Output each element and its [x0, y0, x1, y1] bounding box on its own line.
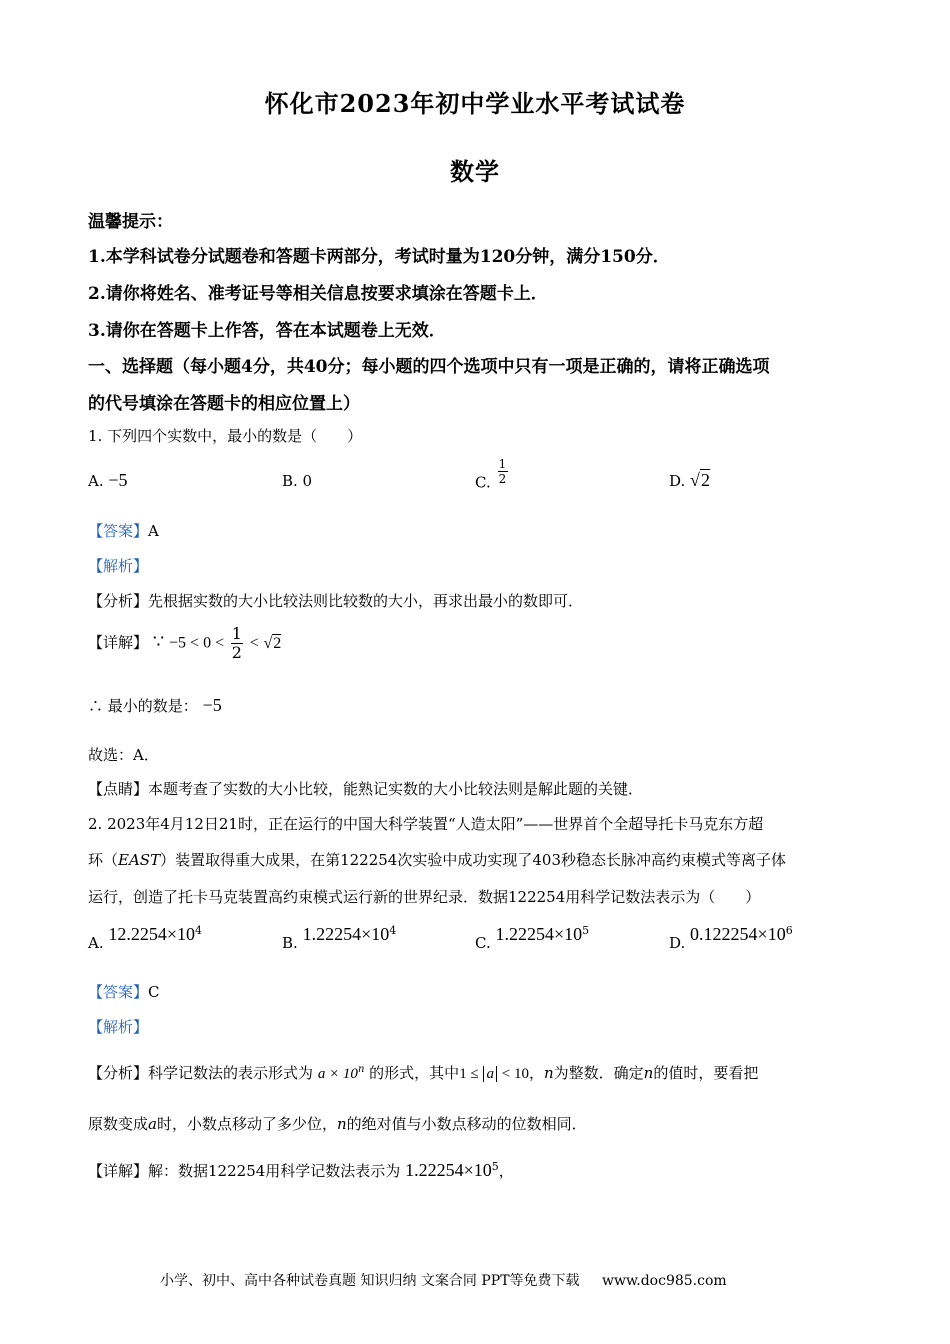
fenxi-text: 原数变成: [88, 1115, 149, 1133]
form-exp: n: [357, 1064, 365, 1075]
subject-title: 数学: [450, 157, 500, 186]
q1-option-c: [475, 458, 510, 492]
notice-item-3: 3.请你在答题卡上作答，答在本试题卷上无效．: [88, 321, 446, 341]
numerator: 1: [231, 624, 242, 643]
option-exp: 6: [785, 924, 793, 937]
q2-analysis-tag: 【解析】: [88, 1018, 149, 1036]
numerator: 1: [498, 457, 507, 471]
q1-detail: [88, 626, 281, 661]
range-rhs: < 10: [501, 1066, 529, 1082]
detail-tag: 【详解】: [88, 1162, 149, 1180]
radicand: 2: [700, 470, 710, 490]
because-symbol: ∵: [152, 631, 165, 652]
q1-stem: 1. 下列四个实数中，最小的数是（ ）: [88, 427, 363, 445]
detail-base: 1.22254×10: [405, 1160, 492, 1180]
option-exp: 5: [582, 924, 590, 937]
q2-fenxi-line1: [88, 1062, 758, 1083]
answer-value: A: [148, 522, 159, 540]
q1-answer: [88, 520, 159, 541]
fenxi-tag: 【分析】: [88, 1064, 149, 1082]
detail-tag: 【详解】: [88, 633, 149, 652]
var-n: n: [336, 1115, 347, 1133]
option-exp: 4: [389, 924, 397, 937]
option-base: 0.122254×10: [690, 924, 786, 944]
option-base: 1.22254×10: [495, 924, 583, 944]
fenxi-text: ，: [528, 1064, 544, 1082]
option-label: A.: [88, 934, 104, 952]
detail-text: 解：数据122254用科学记数法表示为: [148, 1162, 401, 1180]
footer-text: 小学、初中、高中各种试卷真题 知识归纳 文案合同 PPT等免费下载: [160, 1273, 580, 1289]
detail-exp: 5: [491, 1160, 499, 1173]
detail-text: ，: [498, 1162, 514, 1180]
q2-detail: [88, 1160, 514, 1181]
q2-option-c: [475, 924, 589, 952]
stem-text: ）装置取得重大成果，在第122254次实验中成功实现了403秒稳态长脉冲高约束模式等离子体: [160, 851, 786, 869]
exam-title: 怀化市2023年初中学业水平考试试卷: [264, 89, 686, 118]
fenxi-text: 的形式，其中: [369, 1064, 460, 1082]
q1-fenxi: [88, 590, 583, 611]
radicand: 2: [273, 634, 282, 652]
q2-stem-line2: [88, 849, 786, 870]
var-n: n: [643, 1064, 654, 1082]
q1-choose: 故选：A．: [88, 746, 159, 764]
q2-stem-line1: 2. 2023年4月12日21时，正在运行的中国大科学装置“人造太阳”——世界首个全超导托卡马克东方超: [88, 815, 764, 833]
fraction: [498, 458, 508, 485]
option-label: C.: [475, 934, 491, 952]
inequality-part: −5 < 0 <: [169, 634, 225, 652]
stem-em: EAST: [118, 851, 161, 869]
q2-option-d: [669, 924, 793, 952]
option-label: A.: [88, 472, 104, 490]
range-lhs: 1 ≤: [459, 1066, 479, 1082]
section-heading-line2: 的代号填涂在答题卡的相应位置上）: [88, 394, 360, 414]
section-heading-line1: 一、选择题（每小题4分，共40分；每小题的四个选项中只有一项是正确的，请将正确选项: [88, 357, 770, 377]
q1-analysis-tag: 【解析】: [88, 557, 149, 575]
denominator: 2: [498, 472, 507, 486]
fenxi-tag: 【分析】: [88, 592, 149, 610]
option-label: B.: [282, 934, 298, 952]
q2-option-a: [88, 924, 202, 952]
therefore-text: ∴ 最小的数是：: [88, 697, 198, 715]
var-n: n: [543, 1064, 554, 1082]
option-value: −5: [108, 470, 128, 490]
fenxi-text: 的值时，要看把: [653, 1064, 759, 1082]
q2-stem-line3: 运行，创造了托卡马克装置高约束模式运行新的世界纪录．数据122254用科学记数法表示为（ ）: [88, 888, 761, 906]
option-base: 1.22254×10: [302, 924, 390, 944]
stem-text: 环（: [88, 851, 119, 869]
sqrt-expression: √2: [690, 470, 710, 490]
notice-item-2: 2.请你将姓名、准考证号等相关信息按要求填涂在答题卡上．: [88, 284, 548, 304]
option-label: C.: [475, 473, 491, 492]
q2-fenxi-line2: [88, 1113, 587, 1134]
q1-dianjing: [88, 778, 643, 799]
q2-answer: [88, 981, 160, 1002]
dianjing-text: 本题考查了实数的大小比较，能熟记实数的大小比较法则是解此题的关键．: [148, 780, 644, 798]
fenxi-text: 为整数．确定: [553, 1064, 644, 1082]
notice-item-1: 1.本学科试卷分试题卷和答题卡两部分，考试时量为120分钟，满分150分．: [88, 247, 670, 267]
footer-url[interactable]: www.doc985.com: [601, 1273, 727, 1289]
dianjing-tag: 【点睛】: [88, 780, 149, 798]
fraction: [231, 626, 243, 661]
var-a: a: [148, 1115, 157, 1133]
option-label: D.: [669, 934, 686, 952]
fenxi-text: 的绝对值与小数点移动的位数相同．: [346, 1115, 587, 1133]
range-abs: a: [483, 1066, 497, 1082]
q1-therefore: [88, 695, 222, 716]
q2-option-b: [282, 924, 396, 952]
answer-tag: 【答案】: [88, 522, 149, 540]
sqrt-expression: √2: [263, 634, 282, 652]
answer-value: C: [148, 983, 160, 1001]
form-base: a × 10: [317, 1066, 358, 1082]
q1-option-a: [88, 470, 128, 491]
fenxi-text: 时，小数点移动了多少位，: [156, 1115, 337, 1133]
footer: [160, 1270, 727, 1290]
denominator: 2: [231, 643, 242, 662]
fenxi-text: 先根据实数的大小比较法则比较数的大小，再求出最小的数即可．: [148, 592, 584, 610]
option-base: 12.2254×10: [108, 924, 196, 944]
answer-tag: 【答案】: [88, 983, 149, 1001]
less-than: <: [249, 634, 259, 652]
notice-heading: 温馨提示：: [88, 212, 173, 232]
fenxi-text: 科学记数法的表示形式为: [148, 1064, 314, 1082]
option-exp: 4: [195, 924, 203, 937]
option-label: D.: [669, 472, 686, 490]
therefore-value: −5: [202, 695, 222, 715]
q1-option-b: B. 0: [282, 472, 313, 490]
q1-option-d: [669, 470, 710, 491]
